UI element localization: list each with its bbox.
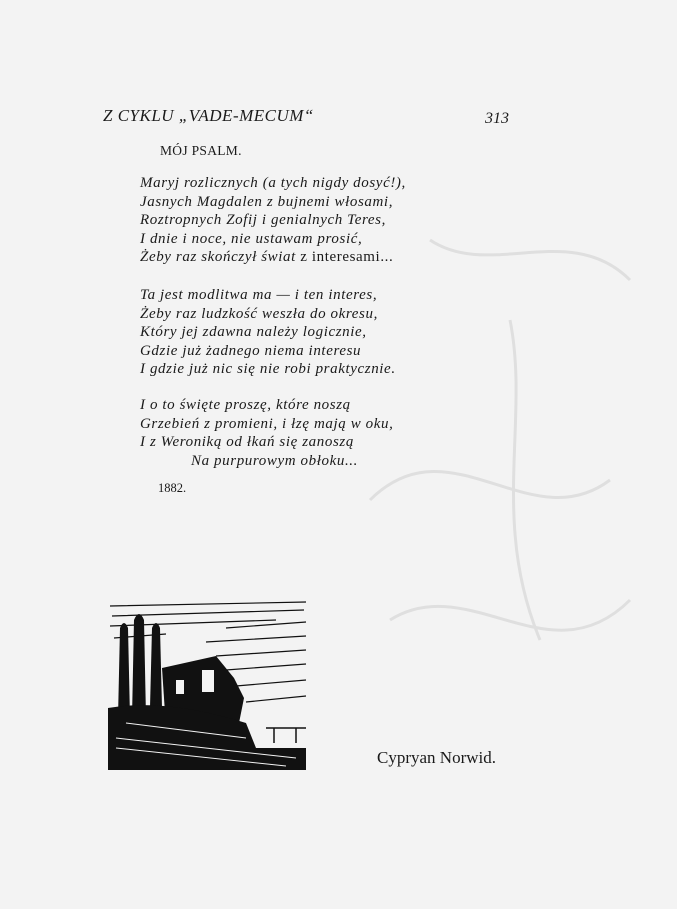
stanza-3 — [140, 396, 393, 470]
author-signature: Cypryan Norwid. — [377, 748, 496, 767]
verse-line: Roztropnych Zofij i genialnych Teres, — [140, 212, 386, 229]
verse-line: Grzebień z promieni, i łzę mają w oku, — [140, 415, 394, 432]
verse-line: Gdzie już żadnego niema interesu — [140, 342, 362, 359]
verse-line: I gdzie już nic się nie robi praktycznie. — [140, 361, 396, 378]
verse-line: I dnie i noce, nie ustawam prosić, — [140, 230, 363, 247]
verse-upright-part: z interesami... — [300, 249, 394, 266]
page-number: 313 — [485, 110, 509, 127]
poem-year: 1882. — [158, 481, 187, 495]
poem-title: MÓJ PSALM. — [160, 143, 242, 158]
stanza-1 — [140, 174, 406, 267]
running-title: Z CYKLU „VADE-MECUM“ — [103, 106, 314, 125]
verse-line: Który jej zdawna należy logicznie, — [140, 324, 367, 341]
verse-line: Jasnych Magdalen z bujnemi włosami, — [140, 193, 394, 210]
ruin-cypress-engraving — [106, 598, 312, 770]
verse-line: I z Weroniką od łkań się zanoszą — [140, 434, 354, 451]
verse-italic-part: Żeby raz skończył świat — [140, 249, 296, 266]
verse-line: Na purpurowym obłoku... — [191, 452, 358, 469]
verse-line: Żeby raz ludzkość weszła do okresu, — [140, 305, 378, 322]
verse-line: Maryj rozlicznych (a tych nigdy dosyć!), — [140, 175, 406, 191]
verse-line — [140, 248, 406, 267]
stanza-2 — [140, 286, 396, 379]
verse-line: I o to święte proszę, które noszą — [140, 397, 351, 413]
verse-line: Ta jest modlitwa ma — i ten interes, — [140, 287, 378, 303]
